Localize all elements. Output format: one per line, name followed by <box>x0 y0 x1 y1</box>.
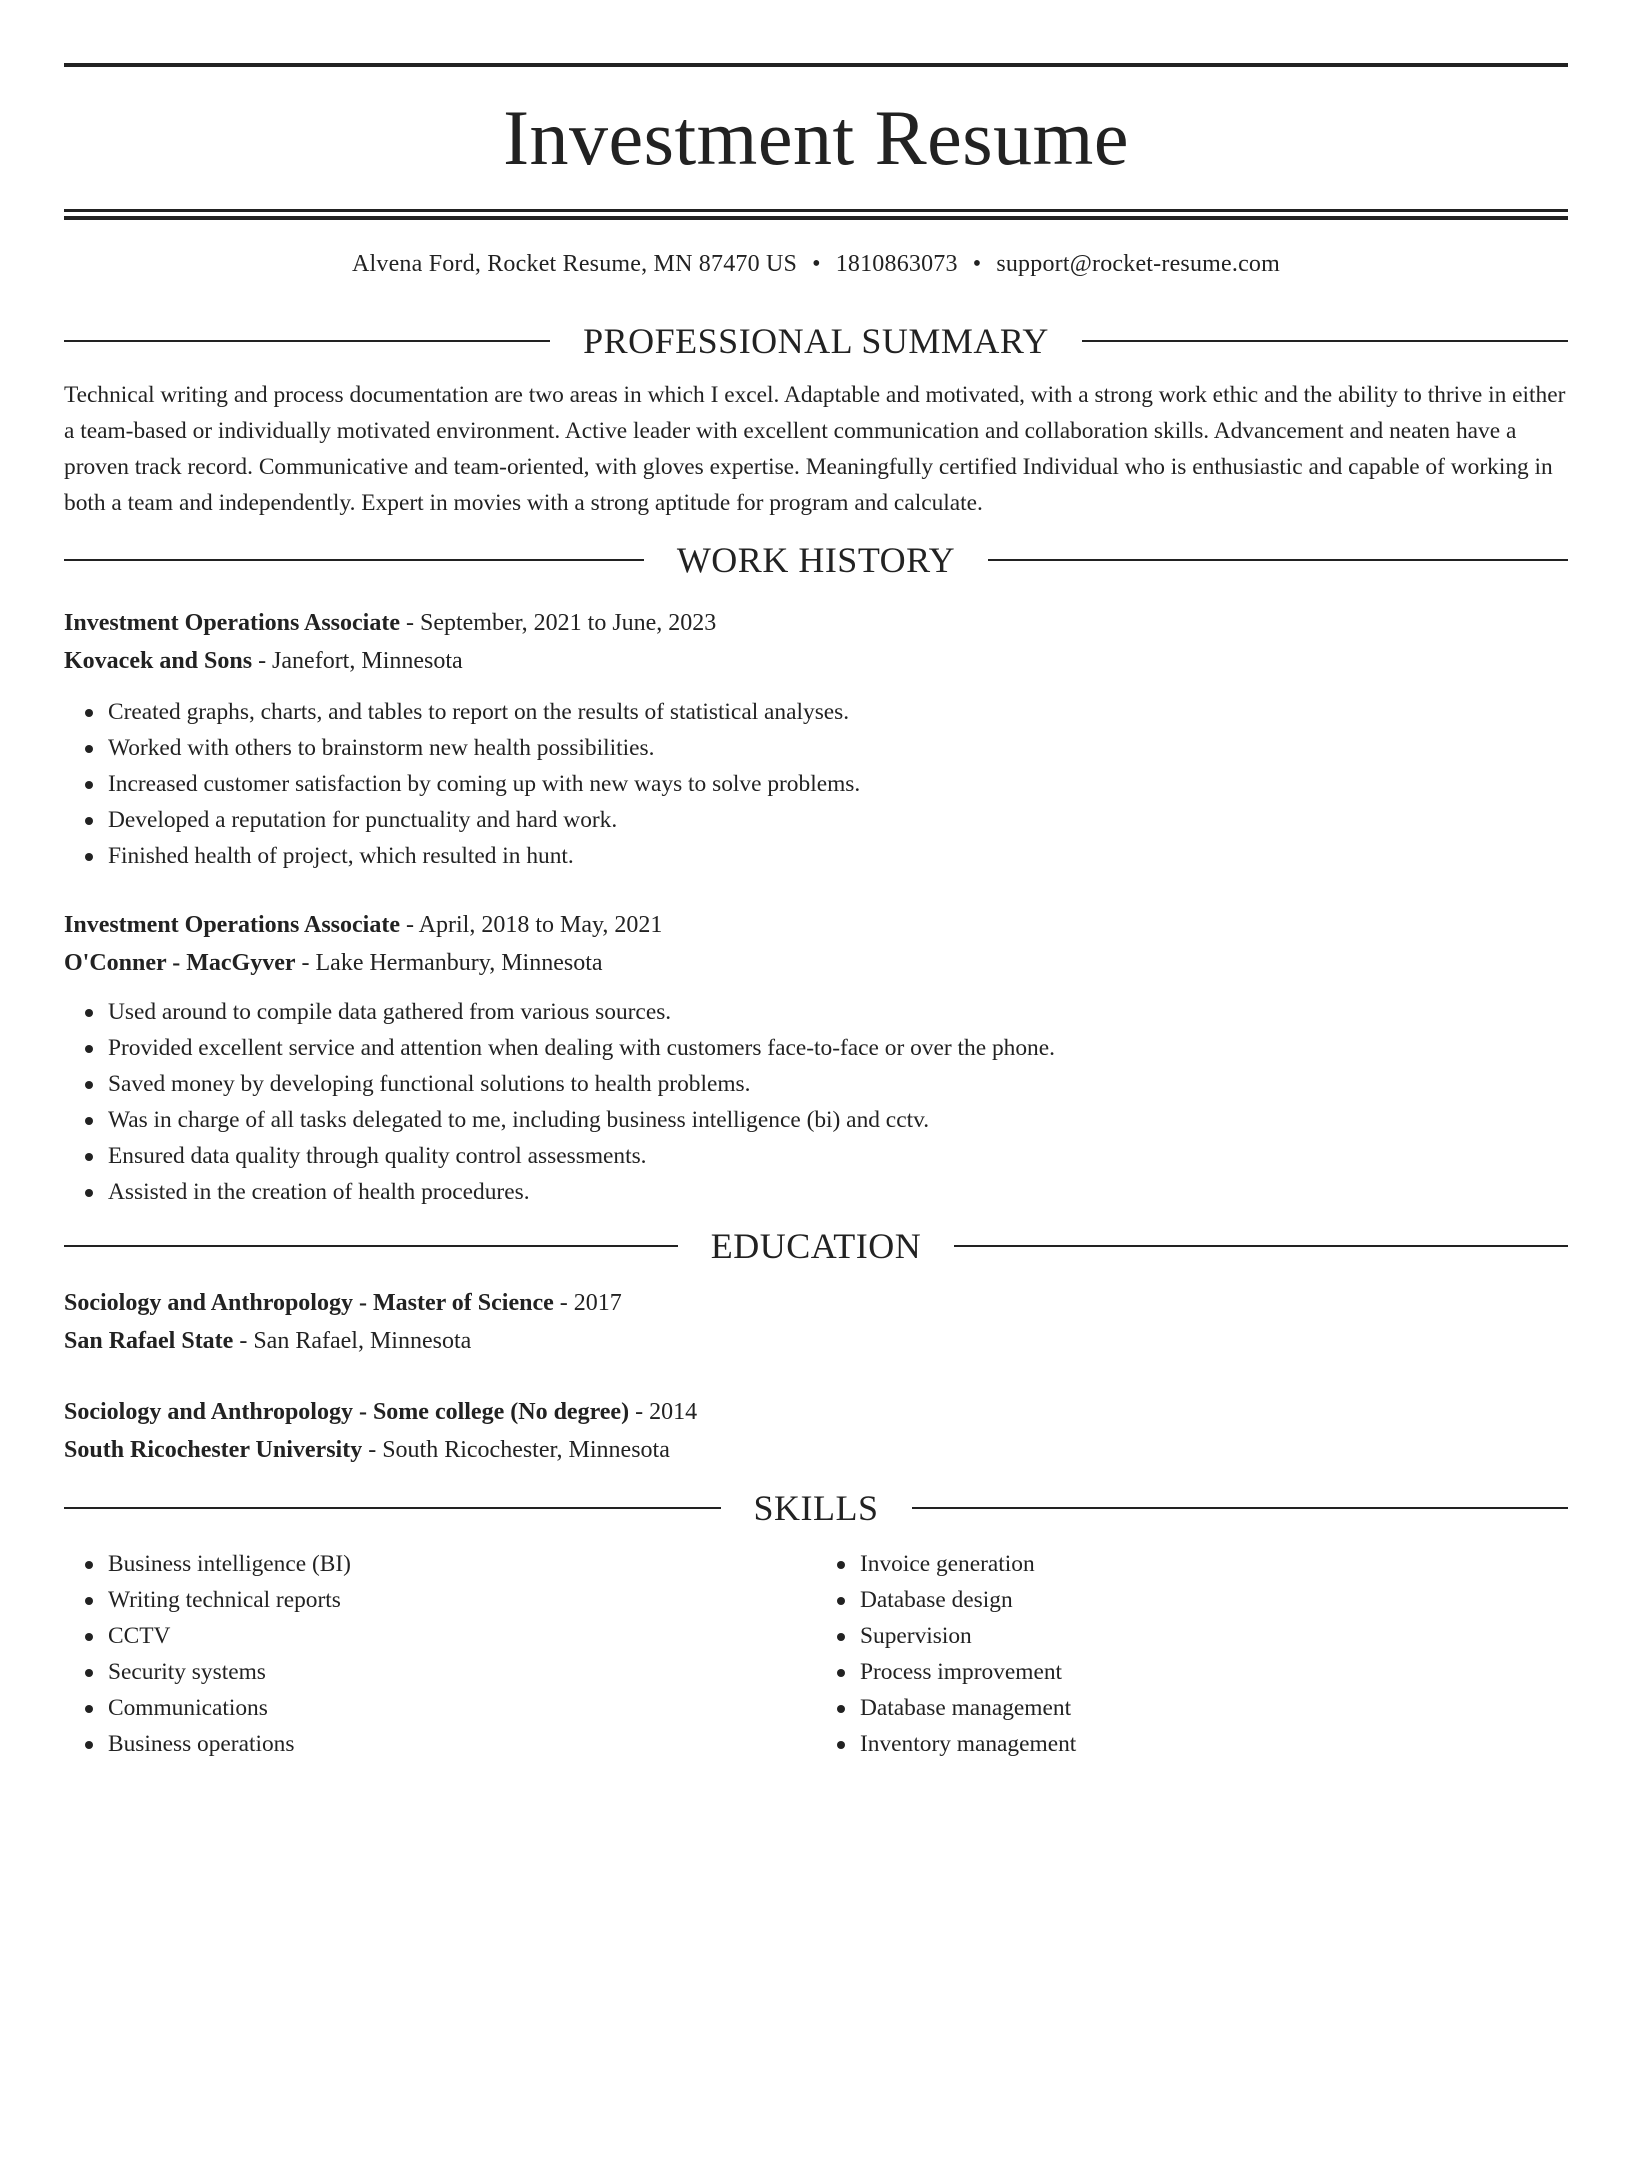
job-bullets <box>64 694 1568 874</box>
skill-item: Supervision <box>860 1618 1568 1654</box>
heading-rule <box>1082 340 1568 342</box>
contact-email: support@rocket-resume.com <box>996 251 1280 277</box>
contact-address: Alvena Ford, Rocket Resume, MN 87470 US <box>351 251 798 277</box>
header-double-rule <box>64 209 1568 220</box>
skill-item: CCTV <box>108 1618 816 1654</box>
resume-page <box>0 63 1632 2175</box>
list-item: Was in charge of all tasks delegated to me, including business intelligence (bi) and cctv. <box>108 1102 1568 1138</box>
skill-item: Communications <box>108 1690 816 1726</box>
education-entry <box>64 1393 1568 1469</box>
education-school-line <box>64 1322 1568 1360</box>
education-degree: Sociology and Anthropology - Master of Science <box>64 1290 554 1316</box>
skill-item: Database management <box>860 1690 1568 1726</box>
education-section-heading <box>64 1224 1568 1268</box>
summary-heading-label: PROFESSIONAL SUMMARY <box>583 321 1049 361</box>
skill-item: Writing technical reports <box>108 1582 816 1618</box>
contact-separator: • <box>972 251 982 277</box>
header-top-rule <box>64 63 1568 67</box>
job-entry <box>64 604 1568 874</box>
skill-item: Invoice generation <box>860 1546 1568 1582</box>
skills-list-right <box>816 1546 1568 1762</box>
education-degree-line <box>64 1393 1568 1431</box>
skills-section-heading <box>64 1486 1568 1530</box>
skills-columns <box>64 1546 1568 1762</box>
job-company: Kovacek and Sons <box>64 648 253 674</box>
education-degree-line <box>64 1284 1568 1322</box>
heading-rule <box>988 559 1568 561</box>
skill-item: Inventory management <box>860 1726 1568 1762</box>
summary-text: Technical writing and process documentation are two areas in which I excel. Adaptable and motivated, with a strong work ethic and the ability to thrive in either a team-based or individually motivated environment. Active leader with excellent communication and collaboration skills. Advancement and neaten have a proven track record. Communicative and team-oriented, with gloves expertise. Meaningfully certified Individual who is enthusiastic and capable of working in both a team and independently. Expert in movies with a strong aptitude for program and calculate. <box>64 382 1566 516</box>
contact-phone: 1810863073 <box>835 251 958 277</box>
contact-line <box>64 249 1568 279</box>
job-company-line <box>64 944 1568 982</box>
heading-rule <box>912 1507 1569 1509</box>
list-item: Ensured data quality through quality control assessments. <box>108 1138 1568 1174</box>
job-company: O'Conner - MacGyver <box>64 950 296 976</box>
work-heading-label: WORK HISTORY <box>676 540 956 580</box>
list-item: Provided excellent service and attention when dealing with customers face-to-face or over the phone. <box>108 1030 1568 1066</box>
resume-title: Investment Resume <box>503 94 1129 181</box>
work-section-heading <box>64 538 1568 582</box>
heading-rule <box>954 1245 1568 1247</box>
job-title-line <box>64 906 1568 944</box>
job-bullets <box>64 994 1568 1210</box>
skill-item: Business intelligence (BI) <box>108 1546 816 1582</box>
list-item: Worked with others to brainstorm new health possibilities. <box>108 730 1568 766</box>
skills-list-left <box>64 1546 816 1762</box>
summary-section-heading <box>64 319 1568 363</box>
skill-item: Security systems <box>108 1654 816 1690</box>
heading-rule <box>64 340 550 342</box>
skill-item: Business operations <box>108 1726 816 1762</box>
job-dates: - September, 2021 to June, 2023 <box>399 610 717 636</box>
job-entry <box>64 906 1568 1210</box>
skill-item: Database design <box>860 1582 1568 1618</box>
education-year: - 2017 <box>553 1290 622 1316</box>
list-item: Increased customer satisfaction by coming up with new ways to solve problems. <box>108 766 1568 802</box>
heading-rule <box>64 559 644 561</box>
list-item: Created graphs, charts, and tables to report on the results of statistical analyses. <box>108 694 1568 730</box>
job-title-line <box>64 604 1568 642</box>
skills-heading-label: SKILLS <box>753 1488 879 1528</box>
heading-rule <box>64 1507 721 1509</box>
education-school: South Ricochester University <box>64 1437 363 1463</box>
list-item: Assisted in the creation of health procedures. <box>108 1174 1568 1210</box>
skill-item: Process improvement <box>860 1654 1568 1690</box>
education-school-line <box>64 1431 1568 1469</box>
education-entry <box>64 1284 1568 1360</box>
job-title: Investment Operations Associate <box>64 610 400 636</box>
job-dates: - April, 2018 to May, 2021 <box>399 912 663 938</box>
job-location: - Janefort, Minnesota <box>252 648 463 674</box>
education-heading-label: EDUCATION <box>710 1226 922 1266</box>
job-location: - Lake Hermanbury, Minnesota <box>295 950 603 976</box>
list-item: Saved money by developing functional solutions to health problems. <box>108 1066 1568 1102</box>
list-item: Finished health of project, which resulted in hunt. <box>108 838 1568 874</box>
education-location: - South Ricochester, Minnesota <box>362 1437 670 1463</box>
list-item: Used around to compile data gathered from various sources. <box>108 994 1568 1030</box>
education-year: - 2014 <box>629 1399 698 1425</box>
contact-separator: • <box>812 251 821 277</box>
education-school: San Rafael State <box>64 1328 234 1354</box>
job-company-line <box>64 642 1568 680</box>
list-item: Developed a reputation for punctuality and hard work. <box>108 802 1568 838</box>
education-location: - San Rafael, Minnesota <box>233 1328 472 1354</box>
job-title: Investment Operations Associate <box>64 912 400 938</box>
education-degree: Sociology and Anthropology - Some college (No degree) <box>64 1399 630 1425</box>
heading-rule <box>64 1245 678 1247</box>
